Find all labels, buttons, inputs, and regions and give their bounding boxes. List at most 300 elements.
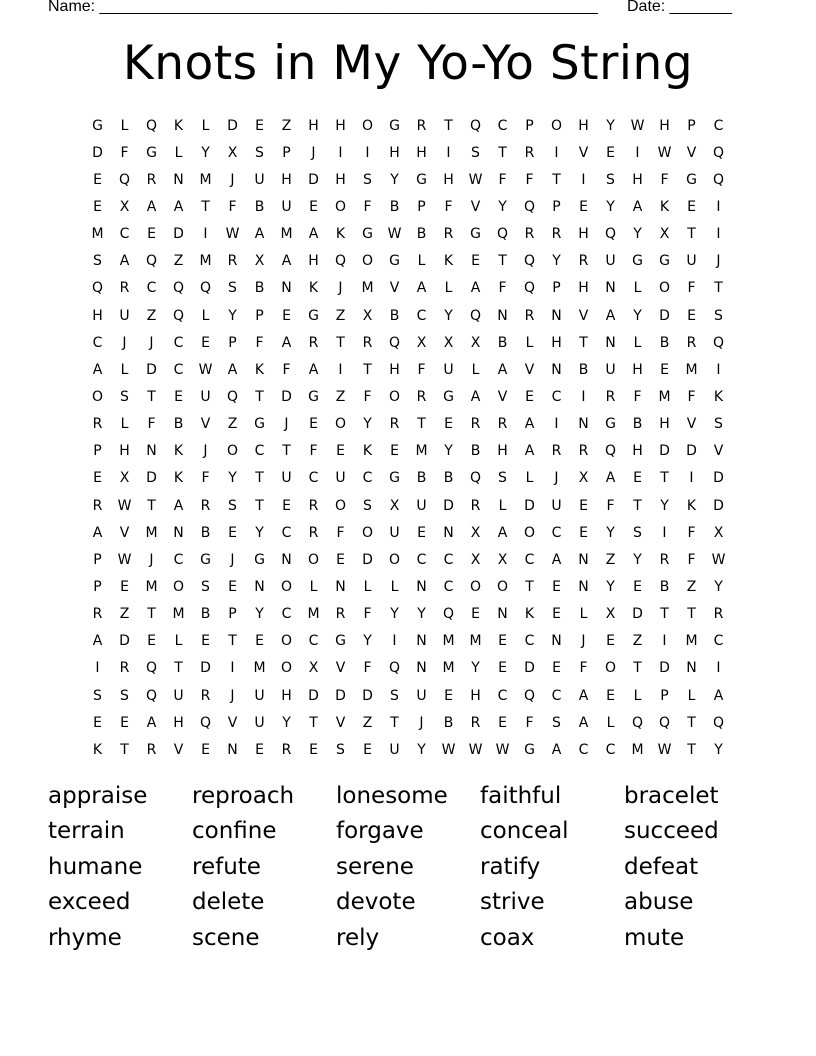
grid-cell[interactable]: G (686, 171, 697, 188)
grid-cell[interactable]: J (203, 443, 208, 460)
grid-cell[interactable]: E (336, 443, 345, 460)
grid-cell[interactable]: Y (255, 524, 264, 541)
grid-cell[interactable]: Q (469, 470, 482, 487)
grid-cell[interactable]: Y (633, 307, 642, 324)
grid-cell[interactable]: K (443, 253, 454, 270)
grid-cell[interactable]: E (525, 388, 534, 405)
grid-cell[interactable]: M (685, 633, 698, 650)
grid-cell[interactable]: C (308, 470, 319, 487)
grid-cell[interactable]: E (606, 633, 615, 650)
grid-cell[interactable]: W (387, 226, 402, 243)
grid-cell[interactable]: L (174, 144, 183, 161)
grid-cell[interactable]: X (227, 144, 238, 161)
grid-cell[interactable]: L (120, 117, 129, 134)
grid-cell[interactable]: Q (604, 226, 617, 243)
grid-cell[interactable]: E (120, 578, 129, 595)
grid-cell[interactable]: A (146, 198, 157, 215)
grid-cell[interactable]: T (120, 741, 129, 758)
grid-cell[interactable]: H (92, 307, 103, 324)
grid-cell[interactable]: T (687, 741, 696, 758)
grid-cell[interactable]: M (307, 606, 320, 623)
grid-cell[interactable]: I (662, 524, 667, 541)
grid-cell[interactable]: F (363, 388, 372, 405)
grid-cell[interactable]: P (93, 551, 102, 568)
grid-cell[interactable]: Z (605, 551, 616, 568)
grid-cell[interactable]: O (496, 578, 509, 595)
grid-cell[interactable]: H (173, 714, 184, 731)
grid-cell[interactable]: M (199, 253, 212, 270)
grid-cell[interactable]: J (122, 334, 127, 351)
grid-cell[interactable]: K (686, 497, 697, 514)
grid-cell[interactable]: Y (444, 443, 453, 460)
grid-cell[interactable]: C (281, 606, 292, 623)
grid-cell[interactable]: A (470, 388, 481, 405)
grid-cell[interactable]: J (419, 714, 424, 731)
grid-cell[interactable]: A (308, 226, 319, 243)
grid-cell[interactable]: C (524, 551, 535, 568)
grid-cell[interactable]: F (525, 714, 534, 731)
grid-cell[interactable]: D (659, 307, 670, 324)
grid-cell[interactable]: A (281, 253, 292, 270)
grid-cell[interactable]: P (93, 443, 102, 460)
grid-cell[interactable]: G (605, 416, 616, 433)
grid-cell[interactable]: N (551, 307, 562, 324)
grid-cell[interactable]: F (147, 416, 156, 433)
grid-cell[interactable]: L (498, 497, 507, 514)
grid-cell[interactable]: L (174, 633, 183, 650)
grid-cell[interactable]: F (363, 198, 372, 215)
grid-cell[interactable]: A (92, 524, 103, 541)
grid-cell[interactable]: Q (199, 714, 212, 731)
grid-cell[interactable]: Y (471, 660, 480, 677)
grid-cell[interactable]: T (633, 660, 642, 677)
grid-cell[interactable]: H (659, 117, 670, 134)
grid-cell[interactable]: M (631, 741, 644, 758)
grid-cell[interactable]: L (390, 578, 399, 595)
grid-cell[interactable]: I (446, 144, 451, 161)
grid-cell[interactable]: D (281, 388, 292, 405)
grid-cell[interactable]: S (336, 741, 345, 758)
grid-cell[interactable]: R (146, 171, 157, 188)
grid-cell[interactable]: H (335, 171, 346, 188)
grid-cell[interactable]: P (552, 198, 561, 215)
grid-cell[interactable]: G (200, 551, 211, 568)
grid-cell[interactable]: R (443, 226, 454, 243)
grid-cell[interactable]: Y (606, 198, 615, 215)
grid-cell[interactable]: N (416, 660, 427, 677)
grid-cell[interactable]: V (497, 388, 508, 405)
grid-cell[interactable]: Z (227, 416, 238, 433)
grid-cell[interactable]: M (253, 660, 266, 677)
grid-cell[interactable]: L (633, 687, 642, 704)
grid-cell[interactable]: B (659, 334, 670, 351)
grid-cell[interactable]: I (338, 144, 343, 161)
grid-cell[interactable]: F (363, 606, 372, 623)
grid-cell[interactable]: D (713, 497, 724, 514)
grid-cell[interactable]: C (713, 117, 724, 134)
grid-cell[interactable]: E (282, 497, 291, 514)
grid-cell[interactable]: E (93, 171, 102, 188)
grid-cell[interactable]: J (338, 280, 343, 297)
grid-cell[interactable]: I (203, 226, 208, 243)
grid-cell[interactable]: Q (145, 117, 158, 134)
grid-cell[interactable]: Y (201, 144, 210, 161)
grid-cell[interactable]: J (716, 253, 721, 270)
grid-cell[interactable]: N (281, 551, 292, 568)
grid-cell[interactable]: S (390, 687, 399, 704)
grid-cell[interactable]: J (149, 334, 154, 351)
grid-cell[interactable]: Y (606, 524, 615, 541)
grid-cell[interactable]: H (659, 416, 670, 433)
grid-cell[interactable]: L (417, 253, 426, 270)
grid-cell[interactable]: T (255, 470, 264, 487)
grid-cell[interactable]: T (552, 171, 561, 188)
grid-cell[interactable]: N (605, 334, 616, 351)
grid-cell[interactable]: K (173, 117, 184, 134)
grid-cell[interactable]: E (552, 606, 561, 623)
grid-cell[interactable]: L (606, 714, 615, 731)
grid-cell[interactable]: N (443, 524, 454, 541)
grid-cell[interactable]: U (119, 307, 130, 324)
grid-cell[interactable]: T (390, 714, 399, 731)
grid-cell[interactable]: L (633, 280, 642, 297)
grid-cell[interactable]: A (713, 687, 724, 704)
grid-cell[interactable]: T (633, 497, 642, 514)
grid-cell[interactable]: I (554, 144, 559, 161)
grid-cell[interactable]: F (255, 334, 264, 351)
grid-cell[interactable]: I (230, 660, 235, 677)
grid-cell[interactable]: N (146, 443, 157, 460)
grid-cell[interactable]: X (578, 470, 589, 487)
grid-cell[interactable]: U (200, 388, 211, 405)
grid-cell[interactable]: R (92, 497, 103, 514)
grid-cell[interactable]: W (657, 741, 672, 758)
grid-cell[interactable]: H (308, 253, 319, 270)
grid-cell[interactable]: H (281, 171, 292, 188)
grid-cell[interactable]: E (633, 470, 642, 487)
grid-cell[interactable]: E (93, 198, 102, 215)
grid-cell[interactable]: K (173, 443, 184, 460)
grid-cell[interactable]: M (145, 578, 158, 595)
grid-cell[interactable]: F (525, 171, 534, 188)
grid-cell[interactable]: A (551, 741, 562, 758)
grid-cell[interactable]: J (284, 416, 289, 433)
grid-cell[interactable]: R (578, 443, 589, 460)
grid-cell[interactable]: F (201, 470, 210, 487)
grid-cell[interactable]: B (416, 226, 427, 243)
grid-cell[interactable]: K (308, 280, 319, 297)
grid-cell[interactable]: T (714, 280, 723, 297)
grid-cell[interactable]: F (498, 280, 507, 297)
grid-cell[interactable]: R (281, 741, 292, 758)
grid-cell[interactable]: G (524, 741, 535, 758)
grid-cell[interactable]: I (554, 416, 559, 433)
grid-cell[interactable]: R (308, 497, 319, 514)
grid-cell[interactable]: I (365, 144, 370, 161)
grid-cell[interactable]: G (632, 253, 643, 270)
grid-cell[interactable]: I (716, 226, 721, 243)
grid-cell[interactable]: V (335, 714, 346, 731)
grid-cell[interactable]: G (308, 388, 319, 405)
grid-cell[interactable]: U (254, 687, 265, 704)
grid-cell[interactable]: V (200, 416, 211, 433)
grid-cell[interactable]: W (225, 226, 240, 243)
grid-cell[interactable]: Y (498, 198, 507, 215)
grid-cell[interactable]: S (606, 171, 615, 188)
grid-cell[interactable]: O (307, 551, 320, 568)
grid-cell[interactable]: E (552, 660, 561, 677)
grid-cell[interactable]: F (660, 171, 669, 188)
grid-cell[interactable]: U (254, 171, 265, 188)
grid-cell[interactable]: Y (606, 117, 615, 134)
grid-cell[interactable]: D (119, 633, 130, 650)
grid-cell[interactable]: C (713, 633, 724, 650)
grid-cell[interactable]: T (255, 388, 264, 405)
grid-cell[interactable]: Q (145, 687, 158, 704)
grid-cell[interactable]: L (525, 470, 534, 487)
grid-cell[interactable]: C (146, 280, 157, 297)
grid-cell[interactable]: M (442, 633, 455, 650)
grid-cell[interactable]: O (361, 117, 374, 134)
grid-cell[interactable]: R (524, 307, 535, 324)
grid-cell[interactable]: E (687, 307, 696, 324)
grid-cell[interactable]: X (416, 334, 427, 351)
grid-cell[interactable]: Q (523, 198, 536, 215)
grid-cell[interactable]: C (173, 551, 184, 568)
grid-cell[interactable]: Q (334, 253, 347, 270)
grid-cell[interactable]: U (605, 361, 616, 378)
grid-cell[interactable]: C (443, 578, 454, 595)
grid-cell[interactable]: Y (390, 171, 399, 188)
grid-cell[interactable]: W (657, 144, 672, 161)
grid-cell[interactable]: E (606, 687, 615, 704)
grid-cell[interactable]: T (417, 416, 426, 433)
grid-cell[interactable]: J (230, 171, 235, 188)
grid-cell[interactable]: Q (469, 117, 482, 134)
grid-cell[interactable]: X (119, 198, 130, 215)
grid-cell[interactable]: X (470, 524, 481, 541)
grid-cell[interactable]: C (578, 741, 589, 758)
grid-cell[interactable]: R (146, 741, 157, 758)
grid-cell[interactable]: A (146, 714, 157, 731)
grid-cell[interactable]: R (119, 280, 130, 297)
grid-cell[interactable]: L (579, 606, 588, 623)
grid-cell[interactable]: S (93, 253, 102, 270)
grid-cell[interactable]: A (524, 443, 535, 460)
grid-cell[interactable]: E (147, 226, 156, 243)
grid-cell[interactable]: C (362, 470, 373, 487)
grid-cell[interactable]: G (389, 470, 400, 487)
grid-cell[interactable]: L (309, 578, 318, 595)
grid-cell[interactable]: F (417, 361, 426, 378)
grid-cell[interactable]: R (389, 416, 400, 433)
grid-cell[interactable]: C (605, 741, 616, 758)
grid-cell[interactable]: I (716, 361, 721, 378)
grid-cell[interactable]: L (120, 361, 129, 378)
grid-cell[interactable]: F (309, 443, 318, 460)
grid-cell[interactable]: E (444, 687, 453, 704)
grid-cell[interactable]: Q (712, 334, 725, 351)
grid-cell[interactable]: R (470, 714, 481, 731)
grid-cell[interactable]: N (416, 578, 427, 595)
grid-cell[interactable]: O (334, 416, 347, 433)
grid-cell[interactable]: E (606, 144, 615, 161)
grid-cell[interactable]: D (308, 171, 319, 188)
grid-cell[interactable]: U (389, 741, 400, 758)
grid-cell[interactable]: R (470, 497, 481, 514)
grid-cell[interactable]: K (335, 226, 346, 243)
grid-cell[interactable]: H (443, 171, 454, 188)
grid-cell[interactable]: T (498, 253, 507, 270)
grid-cell[interactable]: X (389, 497, 400, 514)
grid-cell[interactable]: G (362, 226, 373, 243)
grid-cell[interactable]: M (442, 660, 455, 677)
grid-cell[interactable]: O (280, 660, 293, 677)
grid-cell[interactable]: F (228, 198, 237, 215)
grid-cell[interactable]: T (147, 388, 156, 405)
grid-cell[interactable]: J (230, 687, 235, 704)
grid-cell[interactable]: E (201, 741, 210, 758)
grid-cell[interactable]: X (443, 334, 454, 351)
grid-cell[interactable]: W (711, 551, 726, 568)
grid-cell[interactable]: R (578, 253, 589, 270)
grid-cell[interactable]: R (308, 524, 319, 541)
grid-cell[interactable]: U (416, 687, 427, 704)
grid-cell[interactable]: D (335, 687, 346, 704)
grid-cell[interactable]: H (551, 334, 562, 351)
grid-cell[interactable]: U (389, 524, 400, 541)
grid-cell[interactable]: M (145, 524, 158, 541)
grid-cell[interactable]: Q (172, 280, 185, 297)
grid-cell[interactable]: Q (523, 280, 536, 297)
grid-cell[interactable]: R (119, 660, 130, 677)
grid-cell[interactable]: I (95, 660, 100, 677)
grid-cell[interactable]: E (390, 443, 399, 460)
grid-cell[interactable]: B (443, 714, 454, 731)
grid-cell[interactable]: B (254, 198, 265, 215)
grid-cell[interactable]: R (416, 388, 427, 405)
grid-cell[interactable]: T (282, 443, 291, 460)
grid-cell[interactable]: N (605, 280, 616, 297)
grid-cell[interactable]: Y (714, 741, 723, 758)
grid-cell[interactable]: G (254, 416, 265, 433)
grid-cell[interactable]: H (416, 144, 427, 161)
grid-cell[interactable]: Z (362, 714, 373, 731)
grid-cell[interactable]: Q (388, 660, 401, 677)
grid-cell[interactable]: K (362, 443, 373, 460)
grid-cell[interactable]: X (605, 606, 616, 623)
grid-cell[interactable]: Q (226, 388, 239, 405)
grid-cell[interactable]: W (468, 741, 483, 758)
grid-cell[interactable]: E (471, 606, 480, 623)
grid-cell[interactable]: Y (552, 253, 561, 270)
grid-cell[interactable]: R (524, 226, 535, 243)
grid-cell[interactable]: H (389, 361, 400, 378)
grid-cell[interactable]: Z (119, 606, 130, 623)
grid-cell[interactable]: D (362, 551, 373, 568)
grid-cell[interactable]: S (552, 714, 561, 731)
grid-cell[interactable]: N (551, 361, 562, 378)
grid-cell[interactable]: F (120, 144, 129, 161)
grid-cell[interactable]: V (578, 144, 589, 161)
grid-cell[interactable]: V (173, 741, 184, 758)
grid-cell[interactable]: Z (632, 633, 643, 650)
grid-cell[interactable]: C (497, 117, 508, 134)
grid-cell[interactable]: S (471, 144, 480, 161)
grid-cell[interactable]: O (388, 388, 401, 405)
grid-cell[interactable]: H (578, 226, 589, 243)
grid-cell[interactable]: E (363, 741, 372, 758)
grid-cell[interactable]: A (308, 361, 319, 378)
grid-cell[interactable]: C (416, 307, 427, 324)
grid-cell[interactable]: L (120, 416, 129, 433)
grid-cell[interactable]: D (173, 226, 184, 243)
grid-cell[interactable]: O (361, 524, 374, 541)
grid-cell[interactable]: V (470, 198, 481, 215)
grid-cell[interactable]: N (578, 551, 589, 568)
grid-cell[interactable]: F (363, 660, 372, 677)
grid-cell[interactable]: C (443, 551, 454, 568)
grid-cell[interactable]: Y (417, 741, 426, 758)
grid-cell[interactable]: R (659, 551, 670, 568)
grid-cell[interactable]: H (578, 280, 589, 297)
grid-cell[interactable]: D (686, 443, 697, 460)
grid-cell[interactable]: A (578, 687, 589, 704)
grid-cell[interactable]: L (525, 334, 534, 351)
grid-cell[interactable]: G (416, 171, 427, 188)
grid-cell[interactable]: X (254, 253, 265, 270)
grid-cell[interactable]: J (230, 551, 235, 568)
grid-cell[interactable]: V (578, 307, 589, 324)
grid-cell[interactable]: Q (442, 606, 455, 623)
grid-cell[interactable]: F (687, 551, 696, 568)
grid-cell[interactable]: E (417, 524, 426, 541)
grid-cell[interactable]: H (335, 117, 346, 134)
grid-cell[interactable]: H (578, 117, 589, 134)
grid-cell[interactable]: K (254, 361, 265, 378)
grid-cell[interactable]: P (525, 117, 534, 134)
grid-cell[interactable]: P (228, 606, 237, 623)
grid-cell[interactable]: Z (173, 253, 184, 270)
grid-cell[interactable]: V (335, 660, 346, 677)
grid-cell[interactable]: G (308, 307, 319, 324)
grid-cell[interactable]: B (578, 361, 589, 378)
grid-cell[interactable]: O (604, 660, 617, 677)
grid-cell[interactable]: V (389, 280, 400, 297)
grid-cell[interactable]: Y (228, 307, 237, 324)
grid-cell[interactable]: M (199, 171, 212, 188)
grid-cell[interactable]: M (685, 361, 698, 378)
grid-cell[interactable]: N (686, 660, 697, 677)
grid-cell[interactable]: A (578, 714, 589, 731)
grid-cell[interactable]: Y (660, 497, 669, 514)
grid-cell[interactable]: O (280, 578, 293, 595)
grid-cell[interactable]: K (659, 198, 670, 215)
grid-cell[interactable]: S (714, 307, 723, 324)
grid-cell[interactable]: A (119, 253, 130, 270)
grid-cell[interactable]: I (338, 361, 343, 378)
grid-cell[interactable]: H (632, 443, 643, 460)
grid-cell[interactable]: N (497, 606, 508, 623)
grid-cell[interactable]: P (255, 307, 264, 324)
grid-cell[interactable]: I (635, 144, 640, 161)
grid-cell[interactable]: D (524, 497, 535, 514)
grid-cell[interactable]: D (659, 443, 670, 460)
grid-cell[interactable]: G (470, 226, 481, 243)
grid-cell[interactable]: D (362, 687, 373, 704)
grid-cell[interactable]: X (659, 226, 670, 243)
grid-cell[interactable]: D (227, 117, 238, 134)
